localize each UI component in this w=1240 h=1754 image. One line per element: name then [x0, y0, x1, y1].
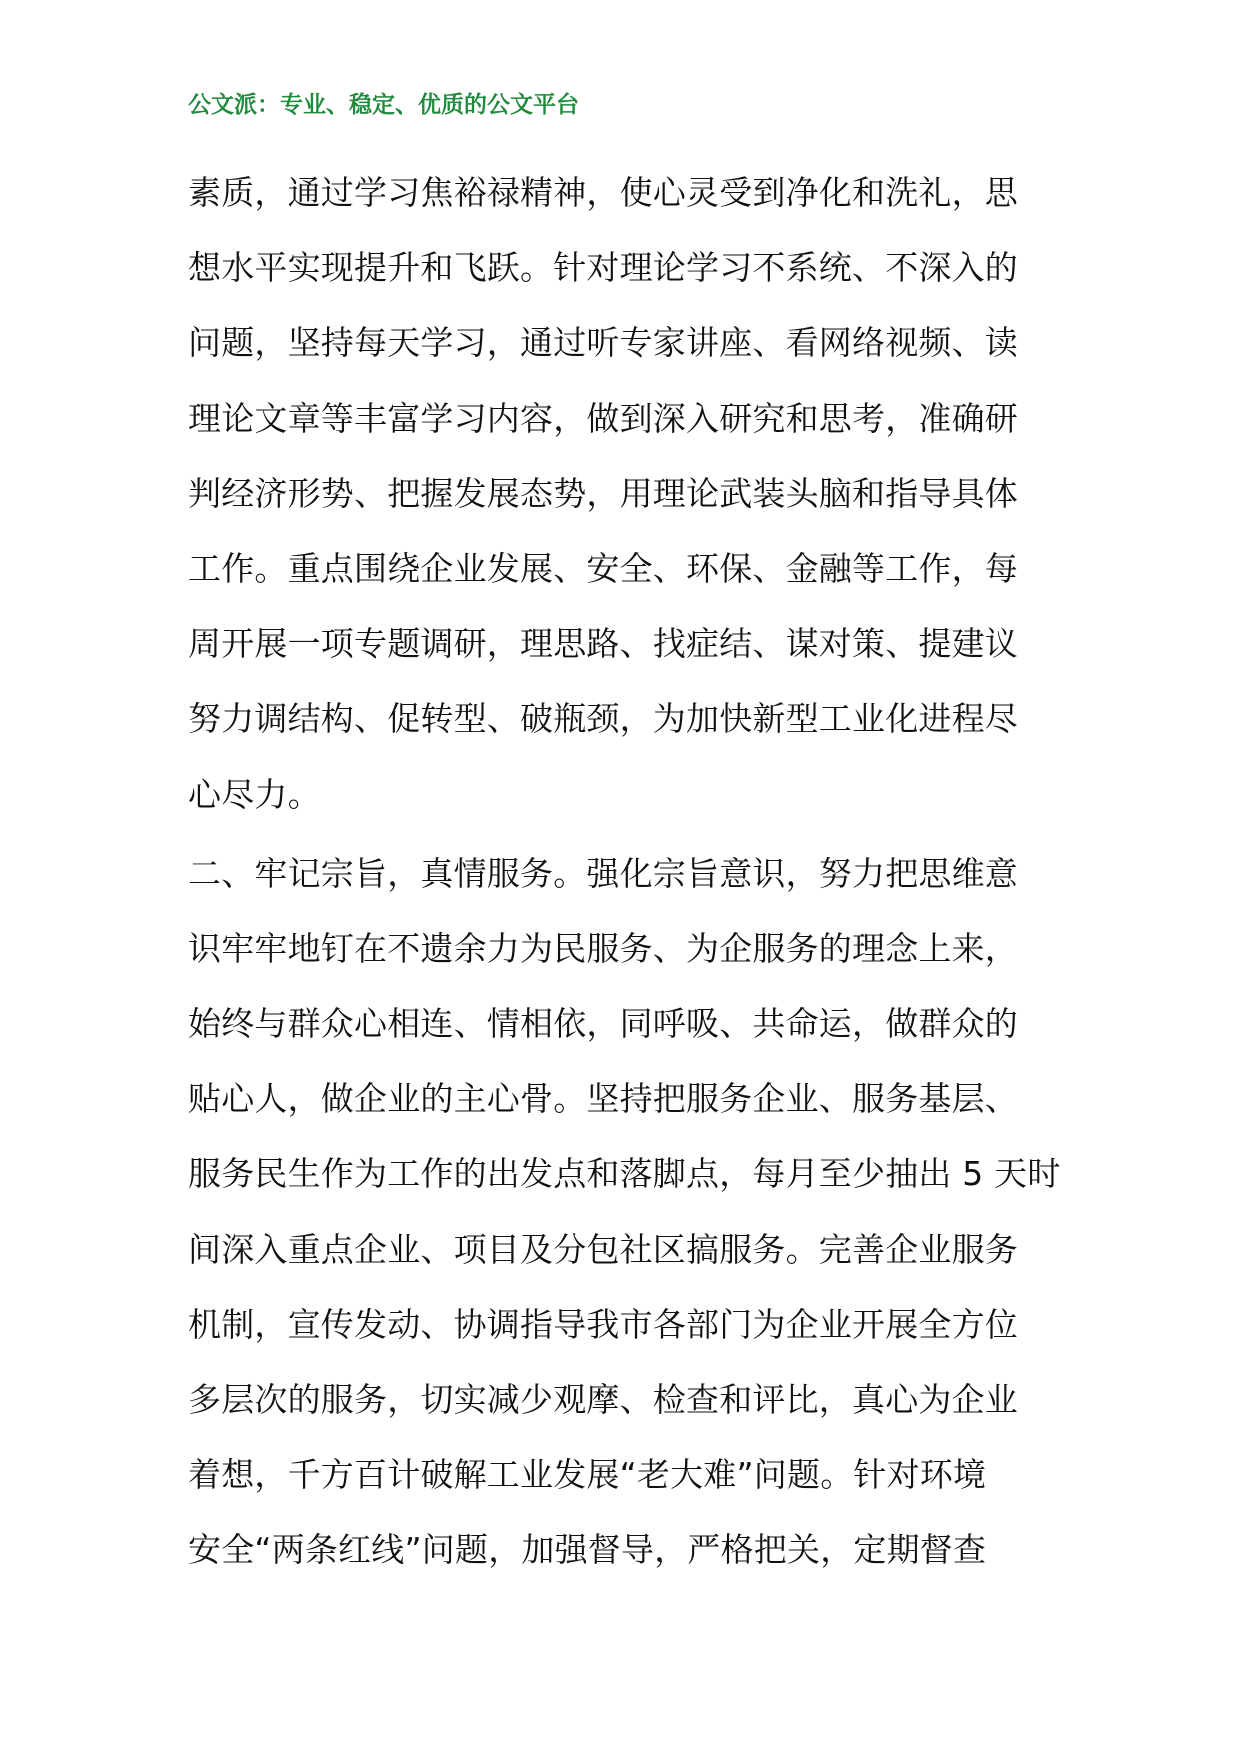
text-line: 贴心人，做企业的主心骨。坚持把服务企业、服务基层、 [188, 1079, 1018, 1119]
header-title: 公文派：专业、稳定、优质的公文平台 [188, 92, 579, 118]
text-line: 间深入重点企业、项目及分包社区搞服务。完善企业服务 [188, 1229, 1018, 1269]
paragraph-1 [188, 172, 1063, 849]
document-body [188, 172, 1063, 1570]
text-line: 素质，通过学习焦裕禄精神，使心灵受到净化和洗礼，思 [188, 173, 1018, 212]
text-line: 始终与群众心相连、情相依，同呼吸、共命运，做群众的 [188, 1004, 1018, 1044]
text-line: 安全“两条红线”问题，加强督导，严格把关，定期督查 [188, 1530, 987, 1570]
text-line: 识牢牢地钉在不遗余力为民服务、为企服务的理念上来， [188, 928, 1018, 968]
text-line: 想水平实现提升和飞跃。针对理论学习不系统、不深入的 [188, 248, 1018, 288]
text-line: 多层次的服务，切实减少观摩、检查和评比，真心为企业 [188, 1380, 1018, 1419]
text-line: 问题，坚持每天学习，通过听专家讲座、看网络视频、读 [188, 323, 1018, 363]
text-line: 心尽力。 [188, 774, 321, 814]
text-line: 判经济形势、把握发展态势，用理论武装头脑和指导具体 [188, 473, 1018, 513]
text-line: 理论文章等丰富学习内容，做到深入研究和思考，准确研 [188, 398, 1018, 438]
text-line: 努力调结构、促转型、破瓶颈，为加快新型工业化进程尽 [188, 699, 1018, 739]
text-line: 二、牢记宗旨，真情服务。强化宗旨意识，努力把思维意 [188, 853, 1018, 893]
text-line: 周开展一项专题调研，理思路、找症结、谋对策、提建议 [188, 624, 1018, 664]
text-line: 机制，宣传发动、协调指导我市各部门为企业开展全方位 [188, 1304, 1018, 1344]
text-line: 着想，千方百计破解工业发展“老大难”问题。针对环境 [188, 1455, 987, 1495]
text-line: 工作。重点围绕企业发展、安全、环保、金融等工作，每 [188, 548, 1018, 588]
text-line: 服务民生作为工作的出发点和落脚点，每月至少抽出 5 天时 [188, 1154, 1061, 1194]
